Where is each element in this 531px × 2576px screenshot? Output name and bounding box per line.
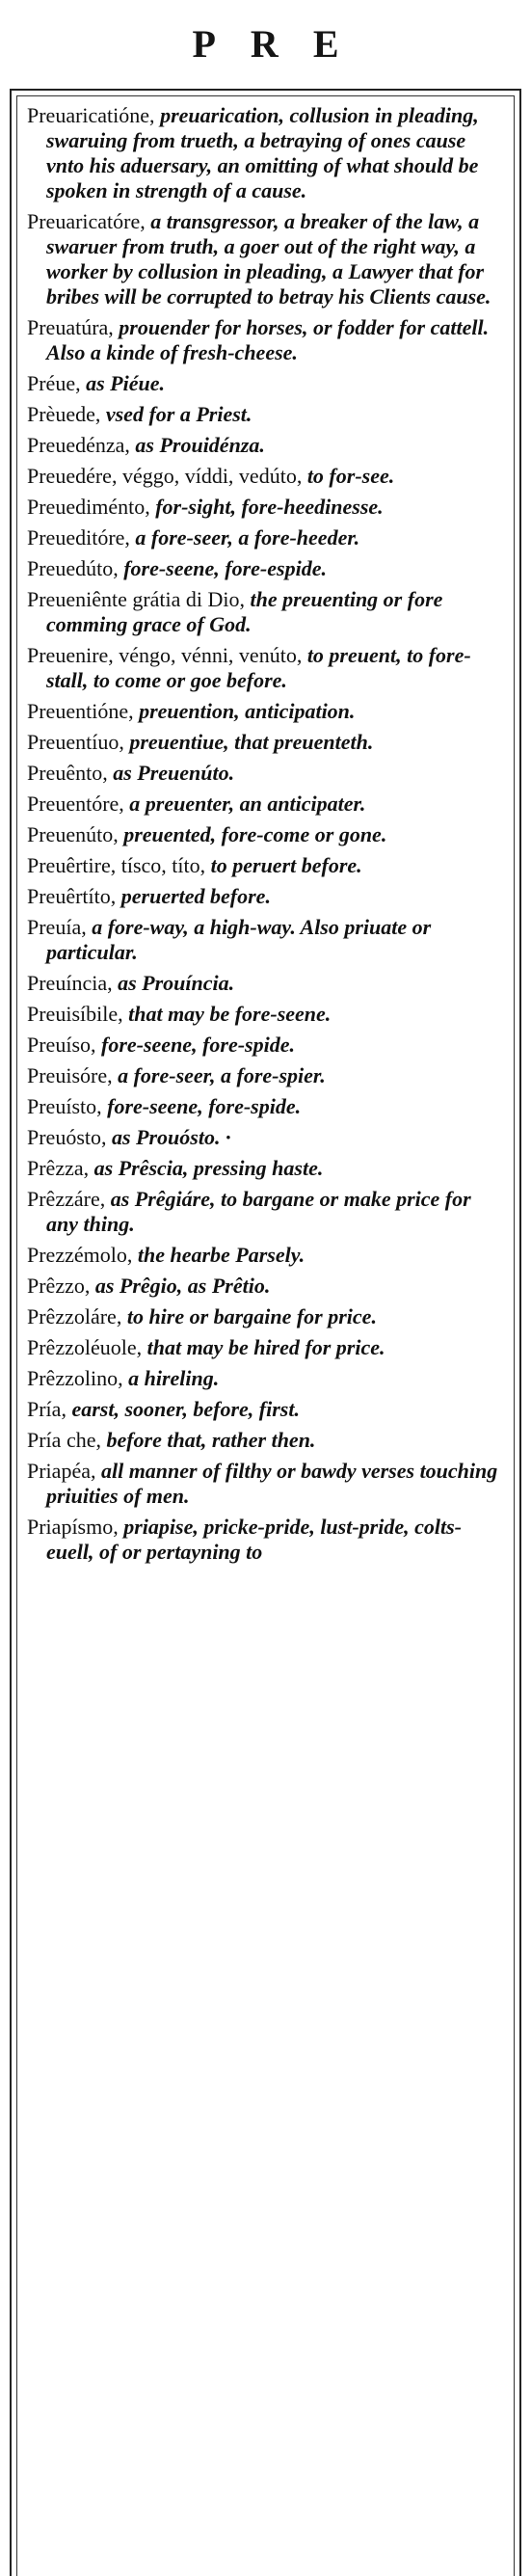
entry-headword: Prêzzoláre, xyxy=(27,1304,122,1328)
dictionary-entry xyxy=(27,1515,505,1565)
dictionary-entry xyxy=(27,433,505,458)
dictionary-entry xyxy=(27,103,505,203)
dictionary-entry xyxy=(27,1002,505,1027)
entry-definition: as Prêscia, pressing haste. xyxy=(89,1156,324,1180)
dictionary-entry xyxy=(27,853,505,878)
dictionary-entry xyxy=(27,371,505,396)
dictionary-entry xyxy=(27,402,505,427)
entry-definition: preuented, fore-come or gone. xyxy=(118,822,387,846)
entry-headword: Preuêrtire, tísco, títo, xyxy=(27,853,206,877)
entry-headword: Pría che, xyxy=(27,1428,101,1452)
entry-headword: Preuentíuo, xyxy=(27,730,124,754)
dictionary-entry xyxy=(27,556,505,581)
entry-definition: to hire or bargaine for price. xyxy=(121,1304,377,1328)
entry-definition: fore-seene, fore-spide. xyxy=(101,1094,302,1118)
entry-headword: Preueniênte grátia di Dio, xyxy=(27,587,246,611)
entry-headword: Preueditóre, xyxy=(27,525,130,550)
dictionary-entry xyxy=(27,915,505,965)
entry-headword: Preuenire, véngo, vénni, venúto, xyxy=(27,643,303,667)
entry-headword: Priapísmo, xyxy=(27,1515,119,1539)
entry-headword: Preuaricatióne, xyxy=(27,103,155,127)
entry-definition: peruerted before. xyxy=(116,884,271,908)
dictionary-entry xyxy=(27,792,505,817)
entry-headword: Prezzémolo, xyxy=(27,1243,133,1267)
entry-headword: Priapéa, xyxy=(27,1459,96,1483)
entry-headword: Préue, xyxy=(27,371,81,395)
entry-headword: Preuenúto, xyxy=(27,822,119,846)
entry-definition: prouender for horses, or fodder for cattell. Also a kinde of fresh-cheese. xyxy=(46,315,490,364)
entry-headword: Preuatúra, xyxy=(27,315,114,339)
entry-headword: Preuedére, véggo, víddi, vedúto, xyxy=(27,464,303,488)
entry-headword: Preuedénza, xyxy=(27,433,130,457)
entry-definition: before that, rather then. xyxy=(100,1428,316,1452)
entry-definition: preuention, anticipation. xyxy=(133,699,356,723)
entry-definition: a hireling. xyxy=(122,1366,220,1390)
entry-definition: vsed for a Priest. xyxy=(100,402,252,426)
entry-definition: preuentiue, that preuenteth. xyxy=(123,730,374,754)
dictionary-entry xyxy=(27,1156,505,1181)
dictionary-entry xyxy=(27,209,505,309)
page-title: PRE xyxy=(192,21,374,66)
dictionary-entry xyxy=(27,1335,505,1360)
entry-definition: a fore-way, a high-way. Also priuate or particular. xyxy=(46,915,432,964)
entry-definition: to for-see. xyxy=(302,464,395,488)
dictionary-entry xyxy=(27,464,505,489)
entry-headword: Prêzza, xyxy=(27,1156,90,1180)
entry-definition: the hearbe Parsely. xyxy=(132,1243,305,1267)
dictionary-entry xyxy=(27,1366,505,1391)
entry-headword: Preuaricatóre, xyxy=(27,209,146,233)
page-header xyxy=(0,0,531,87)
dictionary-entry xyxy=(27,587,505,637)
entry-headword: Preuisóre, xyxy=(27,1063,113,1087)
dictionary-entry xyxy=(27,643,505,693)
entry-definition: as Prouósto. · xyxy=(106,1125,231,1149)
entry-definition: a preuenter, an anticipater. xyxy=(123,792,366,816)
dictionary-entry xyxy=(27,884,505,909)
entry-headword: Prèuede, xyxy=(27,402,101,426)
entry-definition: as Prêgio, as Prêtio. xyxy=(90,1274,271,1298)
entry-definition: fore-seene, fore-spide. xyxy=(95,1033,295,1057)
entry-definition: as Prouíncia. xyxy=(112,971,235,995)
entry-definition: priapise, pricke-pride, lust-pride, colts-euell, of or pertayning to xyxy=(46,1515,462,1564)
dictionary-entry xyxy=(27,1063,505,1088)
entry-definition: to peruert before. xyxy=(205,853,362,877)
dictionary-entry xyxy=(27,315,505,365)
entry-definition: to preuent, to fore-stall, to come or goe before. xyxy=(46,643,471,692)
dictionary-entry xyxy=(27,495,505,520)
entry-definition: a fore-seer, a fore-spier. xyxy=(112,1063,326,1087)
entry-headword: Preuênto, xyxy=(27,761,108,785)
entry-definition: fore-seene, fore-espide. xyxy=(118,556,327,580)
entry-headword: Prêzzáre, xyxy=(27,1187,106,1211)
entry-definition: that may be hired for price. xyxy=(142,1335,385,1359)
entry-headword: Preuíncia, xyxy=(27,971,113,995)
entry-definition: as Preuenúto. xyxy=(107,761,235,785)
dictionary-entry xyxy=(27,525,505,550)
entry-definition: a fore-seer, a fore-heeder. xyxy=(129,525,360,550)
entry-headword: Preuentóre, xyxy=(27,792,124,816)
entry-headword: Preuêrtíto, xyxy=(27,884,117,908)
dictionary-entry xyxy=(27,1125,505,1150)
dictionary-entry xyxy=(27,1459,505,1509)
entry-headword: Pría, xyxy=(27,1397,66,1421)
entry-definition: as Piéue. xyxy=(80,371,165,395)
dictionary-entry xyxy=(27,822,505,847)
dictionary-entry xyxy=(27,1304,505,1329)
entry-definition: as Prêgiáre, to bargane or make price for any thing. xyxy=(46,1187,471,1236)
entry-headword: Preuía, xyxy=(27,915,87,939)
entry-definition: that may be fore-seene. xyxy=(122,1002,332,1026)
entry-headword: Prêzzoléuole, xyxy=(27,1335,143,1359)
entry-headword: Preuósto, xyxy=(27,1125,107,1149)
entry-headword: Preuentióne, xyxy=(27,699,134,723)
dictionary-entry xyxy=(27,971,505,996)
dictionary-entry xyxy=(27,1274,505,1299)
entry-headword: Preuísto, xyxy=(27,1094,102,1118)
entry-headword: Preuíso, xyxy=(27,1033,96,1057)
dictionary-entry xyxy=(27,1397,505,1422)
entry-headword: Preuediménto, xyxy=(27,495,150,519)
entry-definition: earst, sooner, before, first. xyxy=(66,1397,300,1421)
dictionary-entry xyxy=(27,1428,505,1453)
entry-definition: for-sight, fore-heedinesse. xyxy=(149,495,384,519)
dictionary-entry xyxy=(27,730,505,755)
dictionary-entry xyxy=(27,1187,505,1237)
entry-definition: as Prouidénza. xyxy=(129,433,265,457)
entry-definition: the preuenting or fore comming grace of God. xyxy=(46,587,443,636)
entry-headword: Preuedúto, xyxy=(27,556,119,580)
entry-definition: preuarication, collusion in pleading, swaruing from trueth, a betraying of ones cause vnto his aduersary, an omitting of what should be spoken in strength of a cause. xyxy=(46,103,479,202)
dictionary-entry xyxy=(27,761,505,786)
entry-headword: Prêzzolino, xyxy=(27,1366,123,1390)
dictionary-entry xyxy=(27,699,505,724)
entry-definition: a transgressor, a breaker of the law, a swaruer from truth, a goer out of the right way, a worker by collusion in pleading, a Lawyer that for bribes will be corrupted to betray his Clients cause. xyxy=(46,209,491,309)
entry-headword: Preuisíbile, xyxy=(27,1002,123,1026)
entry-list xyxy=(27,103,505,1570)
dictionary-entry xyxy=(27,1243,505,1268)
dictionary-entry xyxy=(27,1094,505,1119)
entry-headword: Prêzzo, xyxy=(27,1274,91,1298)
dictionary-entry xyxy=(27,1033,505,1058)
entry-definition: all manner of filthy or bawdy verses touching priuities of men. xyxy=(46,1459,498,1508)
